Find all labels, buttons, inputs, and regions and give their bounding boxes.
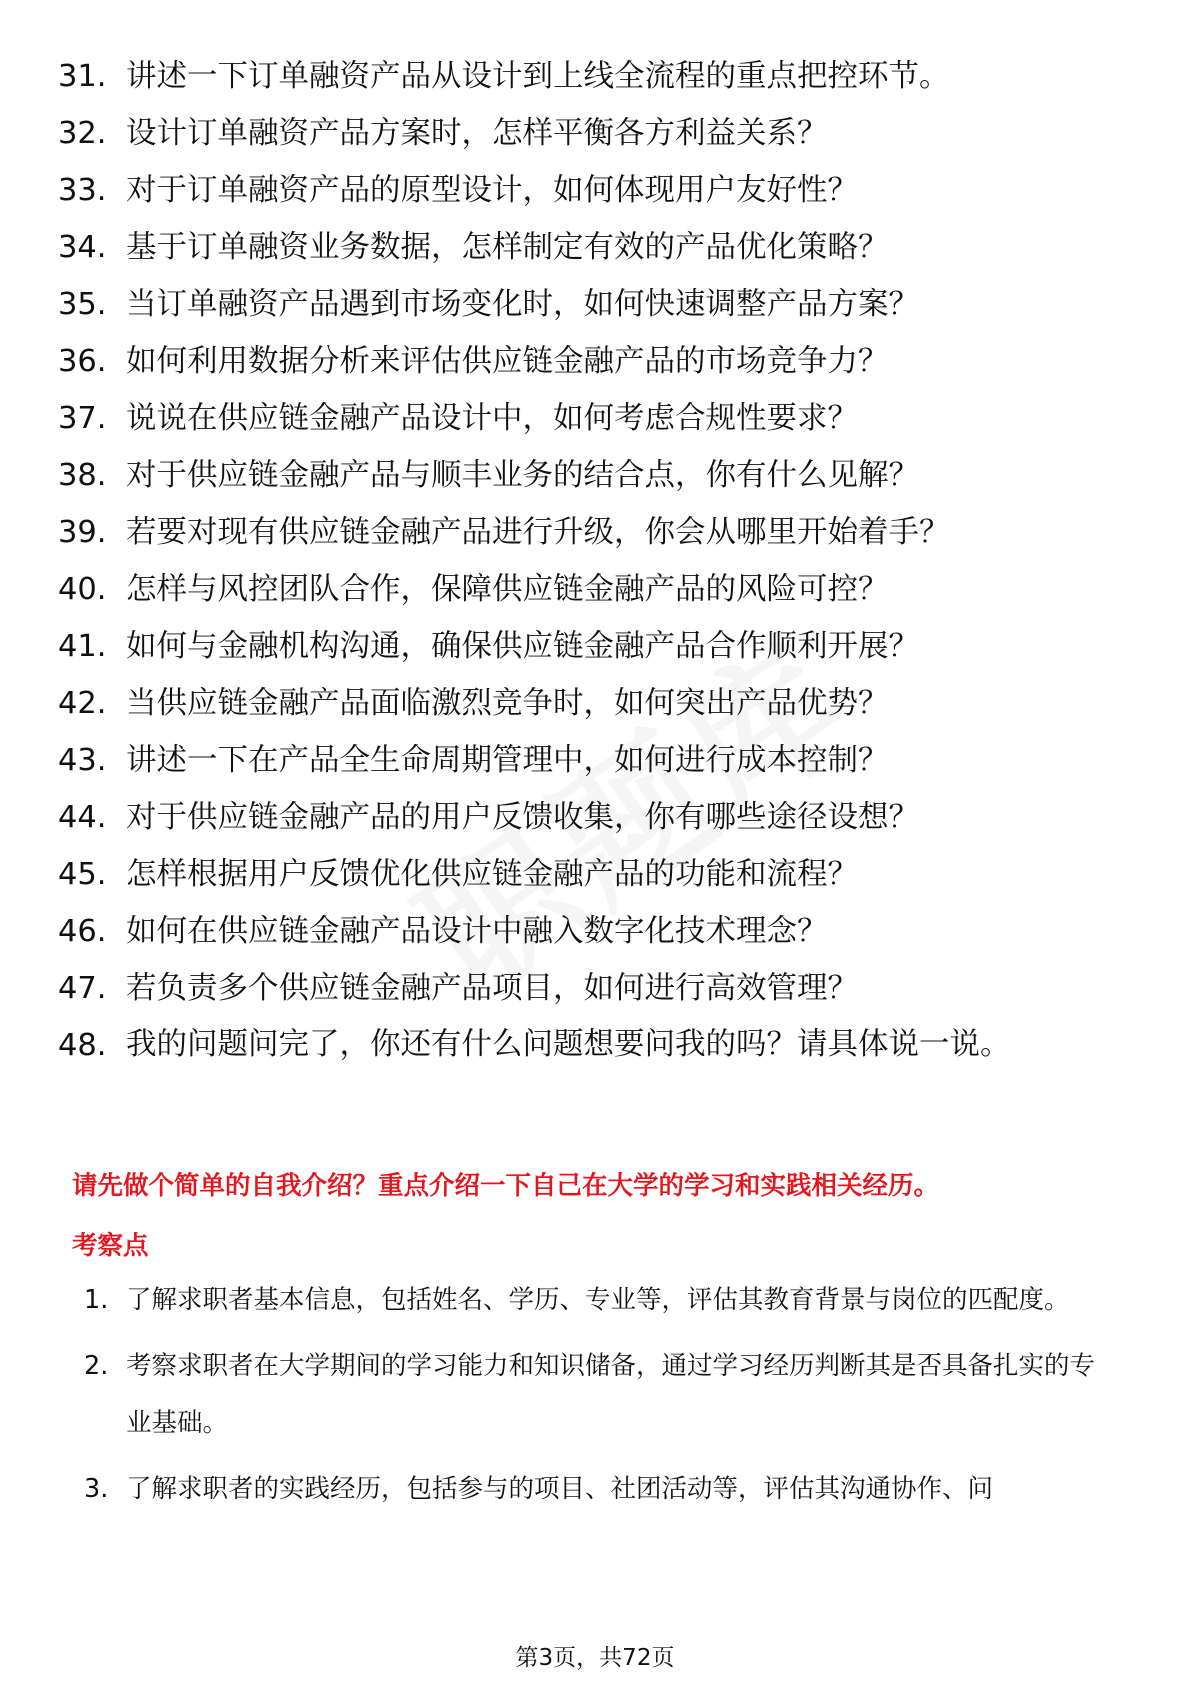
list-item-number: 3.: [84, 1474, 109, 1504]
list-item-number: 35.: [58, 287, 107, 322]
list-item-number: 38.: [58, 458, 107, 493]
list-item: [84, 1338, 1114, 1452]
list-item-text: 基于订单融资业务数据，怎样制定有效的产品优化策略？: [126, 230, 889, 265]
list-item-text: 了解求职者的实践经历，包括参与的项目、社团活动等，评估其沟通协作、问: [126, 1474, 994, 1504]
list-item: [58, 846, 1118, 903]
list-item-text: 对于供应链金融产品的用户反馈收集，你有哪些途径设想？: [126, 800, 919, 835]
list-item: [58, 618, 1118, 675]
list-item-number: 47.: [58, 971, 107, 1006]
list-item-text: 如何利用数据分析来评估供应链金融产品的市场竞争力？: [126, 344, 889, 379]
list-item: [84, 1461, 1114, 1518]
list-item: [58, 276, 1118, 333]
question-heading: 请先做个简单的自我介绍？重点介绍一下自己在大学的学习和实践相关经历。: [72, 1171, 940, 1201]
list-item-number: 43.: [58, 743, 107, 778]
list-item-text: 我的问题问完了，你还有什么问题想要问我的吗？请具体说一说。: [126, 1027, 1011, 1062]
list-item: [58, 390, 1118, 447]
section-label: 考察点: [72, 1231, 149, 1261]
list-item: [84, 1272, 1114, 1329]
list-item-text: 怎样与风控团队合作，保障供应链金融产品的风险可控？: [126, 572, 889, 607]
list-item-text: 如何与金融机构沟通，确保供应链金融产品合作顺利开展？: [126, 629, 919, 664]
list-item-text: 若要对现有供应链金融产品进行升级，你会从哪里开始着手？: [126, 515, 950, 550]
list-item-text: 当供应链金融产品面临激烈竞争时，如何突出产品优势？: [126, 686, 889, 721]
list-item-number: 45.: [58, 857, 107, 892]
list-item-text: 如何在供应链金融产品设计中融入数字化技术理念？: [126, 914, 828, 949]
list-item: [58, 504, 1118, 561]
list-item-number: 37.: [58, 401, 107, 436]
assessment-points-list: [84, 1272, 1114, 1527]
list-item-number: 46.: [58, 914, 107, 949]
list-item: [58, 219, 1118, 276]
list-item-text: 对于订单融资产品的原型设计，如何体现用户友好性？: [126, 173, 858, 208]
list-item-number: 32.: [58, 116, 107, 151]
question-list: [58, 48, 1118, 1074]
list-item-number: 1.: [84, 1285, 109, 1315]
list-item-number: 39.: [58, 515, 107, 550]
list-item-number: 41.: [58, 629, 107, 664]
list-item-number: 33.: [58, 173, 107, 208]
list-item-number: 34.: [58, 230, 107, 265]
list-item: [58, 48, 1118, 105]
list-item-number: 31.: [58, 59, 107, 94]
list-item-text: 若负责多个供应链金融产品项目，如何进行高效管理？: [126, 971, 858, 1006]
list-item-text: 考察求职者在大学期间的学习能力和知识储备，通过学习经历判断其是否具备扎实的专业基础。: [126, 1351, 1096, 1438]
list-item-text: 设计订单融资产品方案时，怎样平衡各方利益关系？: [126, 116, 828, 151]
list-item: [58, 732, 1118, 789]
list-item: [58, 105, 1118, 162]
list-item: [58, 1017, 1118, 1074]
list-item-text: 讲述一下在产品全生命周期管理中，如何进行成本控制？: [126, 743, 889, 778]
list-item: [58, 333, 1118, 390]
list-item-number: 40.: [58, 572, 107, 607]
list-item-text: 怎样根据用户反馈优化供应链金融产品的功能和流程？: [126, 857, 858, 892]
list-item-number: 48.: [58, 1028, 107, 1063]
list-item-text: 对于供应链金融产品与顺丰业务的结合点，你有什么见解？: [126, 458, 919, 493]
list-item: [58, 162, 1118, 219]
list-item: [58, 903, 1118, 960]
list-item-number: 42.: [58, 686, 107, 721]
list-item: [58, 675, 1118, 732]
list-item-text: 了解求职者基本信息，包括姓名、学历、专业等，评估其教育背景与岗位的匹配度。: [126, 1285, 1070, 1315]
list-item-text: 说说在供应链金融产品设计中，如何考虑合规性要求？: [126, 401, 858, 436]
page-number: 第3页，共72页: [515, 1645, 675, 1671]
list-item: [58, 789, 1118, 846]
list-item: [58, 960, 1118, 1017]
list-item: [58, 447, 1118, 504]
list-item-text: 讲述一下订单融资产品从设计到上线全流程的重点把控环节。: [126, 59, 950, 94]
list-item: [58, 561, 1118, 618]
list-item-number: 44.: [58, 800, 107, 835]
list-item-number: 36.: [58, 344, 107, 379]
list-item-number: 2.: [84, 1351, 109, 1381]
list-item-text: 当订单融资产品遇到市场变化时，如何快速调整产品方案？: [126, 287, 919, 322]
